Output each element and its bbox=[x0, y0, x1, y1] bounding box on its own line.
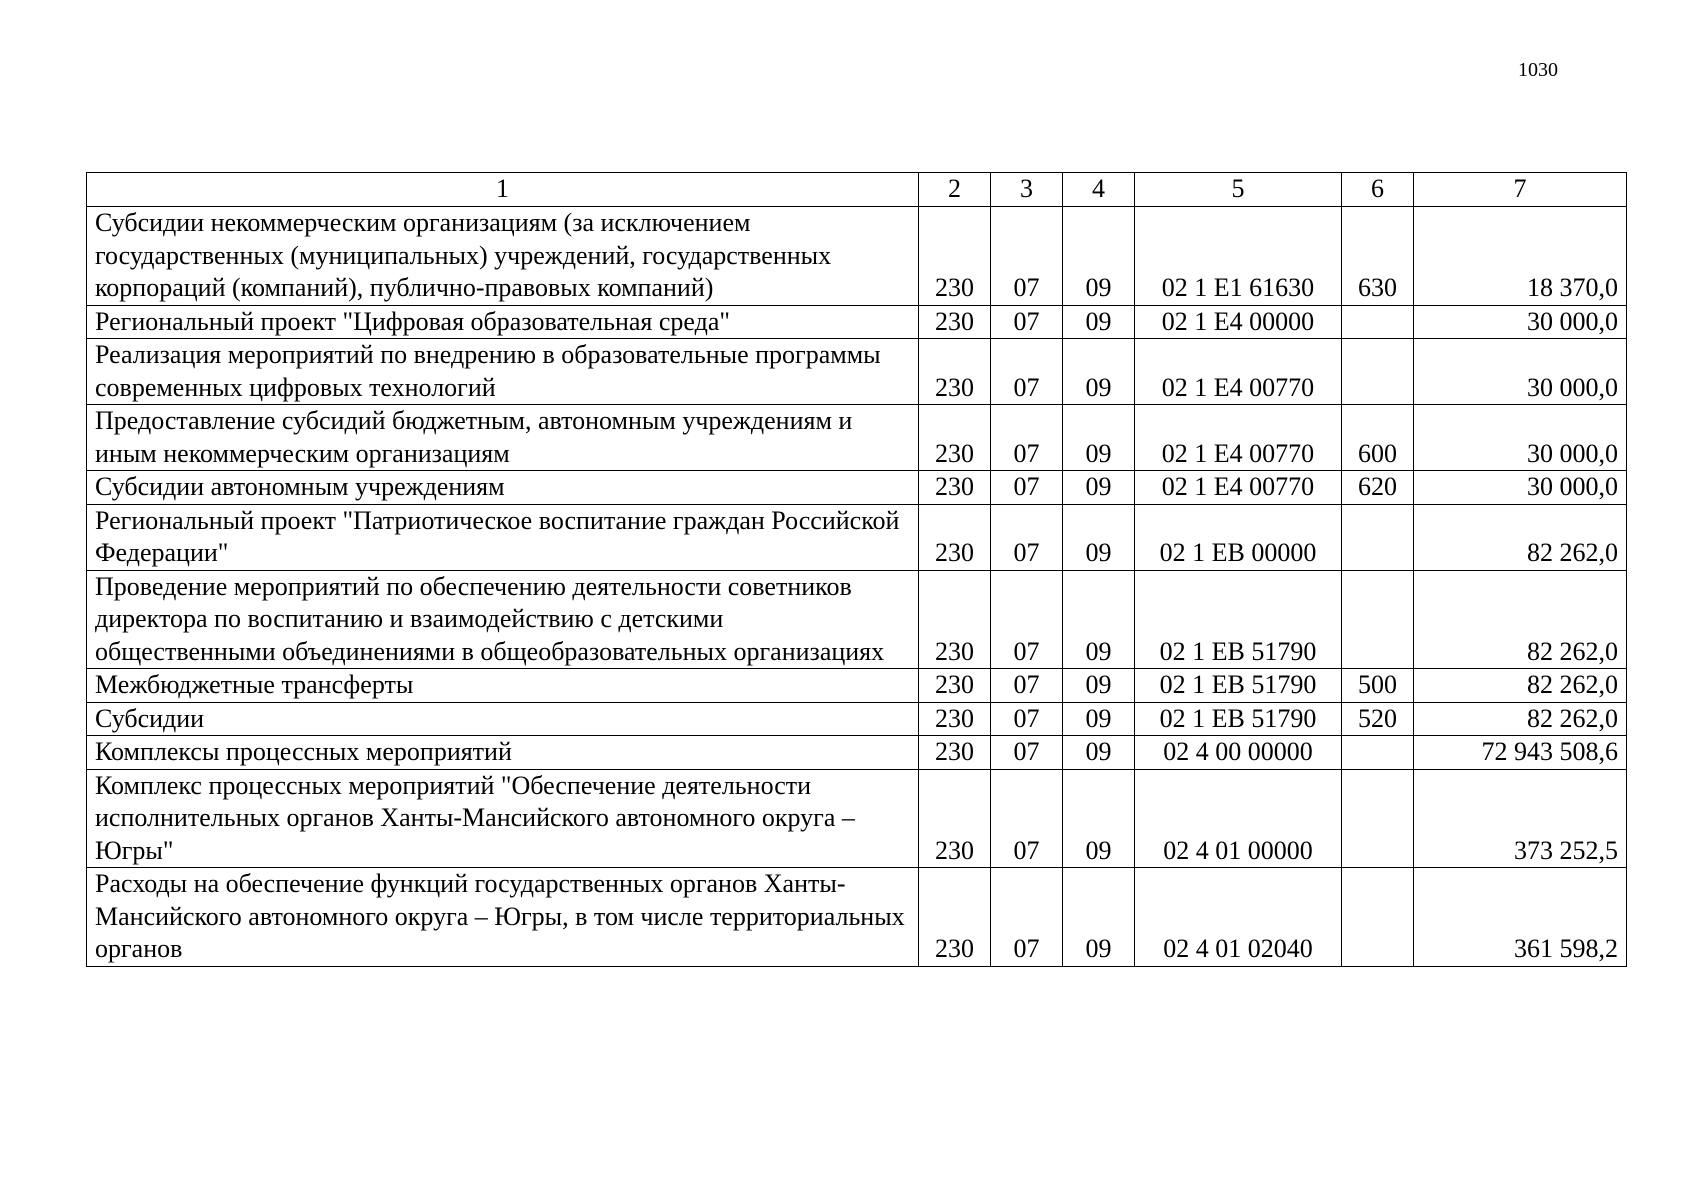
table-row bbox=[87, 305, 1627, 339]
row-subsection-code: 09 bbox=[1063, 305, 1135, 339]
row-ministry-code: 230 bbox=[919, 504, 991, 570]
table-row bbox=[87, 339, 1627, 405]
row-name: Проведение мероприятий по обеспечению деятельности советников директора по воспитанию и взаимодействию с детскими общественными объединениями в общеобразовательных организациях bbox=[87, 570, 919, 669]
header-row bbox=[87, 173, 1627, 207]
row-name: Расходы на обеспечение функций государственных органов Ханты-Мансийского автономного округа – Югры, в том числе территориальных органов bbox=[87, 868, 919, 967]
row-amount: 30 000,0 bbox=[1414, 471, 1627, 505]
row-amount: 30 000,0 bbox=[1414, 305, 1627, 339]
table-row bbox=[87, 471, 1627, 505]
row-section-code: 07 bbox=[991, 339, 1063, 405]
row-section-code: 07 bbox=[991, 570, 1063, 669]
header-cell-6: 6 bbox=[1342, 173, 1414, 207]
page-number: 1030 bbox=[1518, 59, 1558, 81]
row-subsection-code: 09 bbox=[1063, 570, 1135, 669]
row-name: Региональный проект "Патриотическое воспитание граждан Российской Федерации" bbox=[87, 504, 919, 570]
table-row bbox=[87, 504, 1627, 570]
row-amount: 82 262,0 bbox=[1414, 702, 1627, 736]
row-subsection-code: 09 bbox=[1063, 868, 1135, 967]
row-section-code: 07 bbox=[991, 207, 1063, 306]
row-section-code: 07 bbox=[991, 868, 1063, 967]
row-section-code: 07 bbox=[991, 769, 1063, 868]
row-subsection-code: 09 bbox=[1063, 669, 1135, 703]
row-target-article: 02 1 E4 00770 bbox=[1135, 339, 1342, 405]
row-amount: 18 370,0 bbox=[1414, 207, 1627, 306]
row-amount: 30 000,0 bbox=[1414, 339, 1627, 405]
row-ministry-code: 230 bbox=[919, 339, 991, 405]
table-body bbox=[87, 207, 1627, 967]
row-name: Региональный проект "Цифровая образовательная среда" bbox=[87, 305, 919, 339]
row-name: Комплексы процессных мероприятий bbox=[87, 736, 919, 770]
row-amount: 82 262,0 bbox=[1414, 669, 1627, 703]
row-subsection-code: 09 bbox=[1063, 405, 1135, 471]
row-amount: 373 252,5 bbox=[1414, 769, 1627, 868]
table-row bbox=[87, 868, 1627, 967]
header-cell-7: 7 bbox=[1414, 173, 1627, 207]
row-expense-type: 520 bbox=[1342, 702, 1414, 736]
row-expense-type bbox=[1342, 769, 1414, 868]
row-name: Реализация мероприятий по внедрению в образовательные программы современных цифровых технологий bbox=[87, 339, 919, 405]
row-target-article: 02 1 EB 51790 bbox=[1135, 570, 1342, 669]
row-subsection-code: 09 bbox=[1063, 207, 1135, 306]
row-expense-type bbox=[1342, 868, 1414, 967]
row-expense-type: 500 bbox=[1342, 669, 1414, 703]
row-section-code: 07 bbox=[991, 504, 1063, 570]
table-row bbox=[87, 669, 1627, 703]
row-ministry-code: 230 bbox=[919, 405, 991, 471]
row-ministry-code: 230 bbox=[919, 736, 991, 770]
row-name: Субсидии автономным учреждениям bbox=[87, 471, 919, 505]
row-expense-type bbox=[1342, 339, 1414, 405]
row-expense-type: 600 bbox=[1342, 405, 1414, 471]
row-target-article: 02 4 01 00000 bbox=[1135, 769, 1342, 868]
row-name: Субсидии bbox=[87, 702, 919, 736]
row-ministry-code: 230 bbox=[919, 471, 991, 505]
row-ministry-code: 230 bbox=[919, 207, 991, 306]
row-ministry-code: 230 bbox=[919, 702, 991, 736]
row-ministry-code: 230 bbox=[919, 769, 991, 868]
table-row bbox=[87, 405, 1627, 471]
row-target-article: 02 1 E4 00770 bbox=[1135, 405, 1342, 471]
row-subsection-code: 09 bbox=[1063, 736, 1135, 770]
row-name: Комплекс процессных мероприятий "Обеспечение деятельности исполнительных органов Ханты-Мансийского автономного округа – Югры" bbox=[87, 769, 919, 868]
row-name: Предоставление субсидий бюджетным, автономным учреждениям и иным некоммерческим организациям bbox=[87, 405, 919, 471]
row-expense-type: 620 bbox=[1342, 471, 1414, 505]
header-cell-5: 5 bbox=[1135, 173, 1342, 207]
row-target-article: 02 1 EB 51790 bbox=[1135, 669, 1342, 703]
row-expense-type: 630 bbox=[1342, 207, 1414, 306]
row-section-code: 07 bbox=[991, 305, 1063, 339]
row-target-article: 02 4 00 00000 bbox=[1135, 736, 1342, 770]
row-subsection-code: 09 bbox=[1063, 702, 1135, 736]
table-row bbox=[87, 207, 1627, 306]
row-target-article: 02 1 E4 00000 bbox=[1135, 305, 1342, 339]
row-section-code: 07 bbox=[991, 405, 1063, 471]
table-row bbox=[87, 736, 1627, 770]
row-amount: 361 598,2 bbox=[1414, 868, 1627, 967]
row-subsection-code: 09 bbox=[1063, 769, 1135, 868]
row-name: Межбюджетные трансферты bbox=[87, 669, 919, 703]
header-cell-2: 2 bbox=[919, 173, 991, 207]
header-cell-3: 3 bbox=[991, 173, 1063, 207]
row-subsection-code: 09 bbox=[1063, 339, 1135, 405]
row-target-article: 02 4 01 02040 bbox=[1135, 868, 1342, 967]
row-section-code: 07 bbox=[991, 669, 1063, 703]
row-name: Субсидии некоммерческим организациям (за исключением государственных (муниципальных) учреждений, государственных корпораций (компаний), публично-правовых компаний) bbox=[87, 207, 919, 306]
row-amount: 82 262,0 bbox=[1414, 570, 1627, 669]
row-section-code: 07 bbox=[991, 702, 1063, 736]
table-row bbox=[87, 702, 1627, 736]
row-amount: 82 262,0 bbox=[1414, 504, 1627, 570]
row-subsection-code: 09 bbox=[1063, 471, 1135, 505]
row-section-code: 07 bbox=[991, 736, 1063, 770]
row-ministry-code: 230 bbox=[919, 570, 991, 669]
row-ministry-code: 230 bbox=[919, 305, 991, 339]
row-ministry-code: 230 bbox=[919, 868, 991, 967]
row-amount: 72 943 508,6 bbox=[1414, 736, 1627, 770]
row-target-article: 02 1 EB 00000 bbox=[1135, 504, 1342, 570]
budget-table bbox=[86, 172, 1627, 967]
header-cell-1: 1 bbox=[87, 173, 919, 207]
row-target-article: 02 1 E1 61630 bbox=[1135, 207, 1342, 306]
row-target-article: 02 1 E4 00770 bbox=[1135, 471, 1342, 505]
row-target-article: 02 1 EB 51790 bbox=[1135, 702, 1342, 736]
row-expense-type bbox=[1342, 504, 1414, 570]
row-ministry-code: 230 bbox=[919, 669, 991, 703]
row-section-code: 07 bbox=[991, 471, 1063, 505]
row-subsection-code: 09 bbox=[1063, 504, 1135, 570]
row-amount: 30 000,0 bbox=[1414, 405, 1627, 471]
table-row bbox=[87, 769, 1627, 868]
row-expense-type bbox=[1342, 570, 1414, 669]
row-expense-type bbox=[1342, 305, 1414, 339]
row-expense-type bbox=[1342, 736, 1414, 770]
header-cell-4: 4 bbox=[1063, 173, 1135, 207]
table-row bbox=[87, 570, 1627, 669]
